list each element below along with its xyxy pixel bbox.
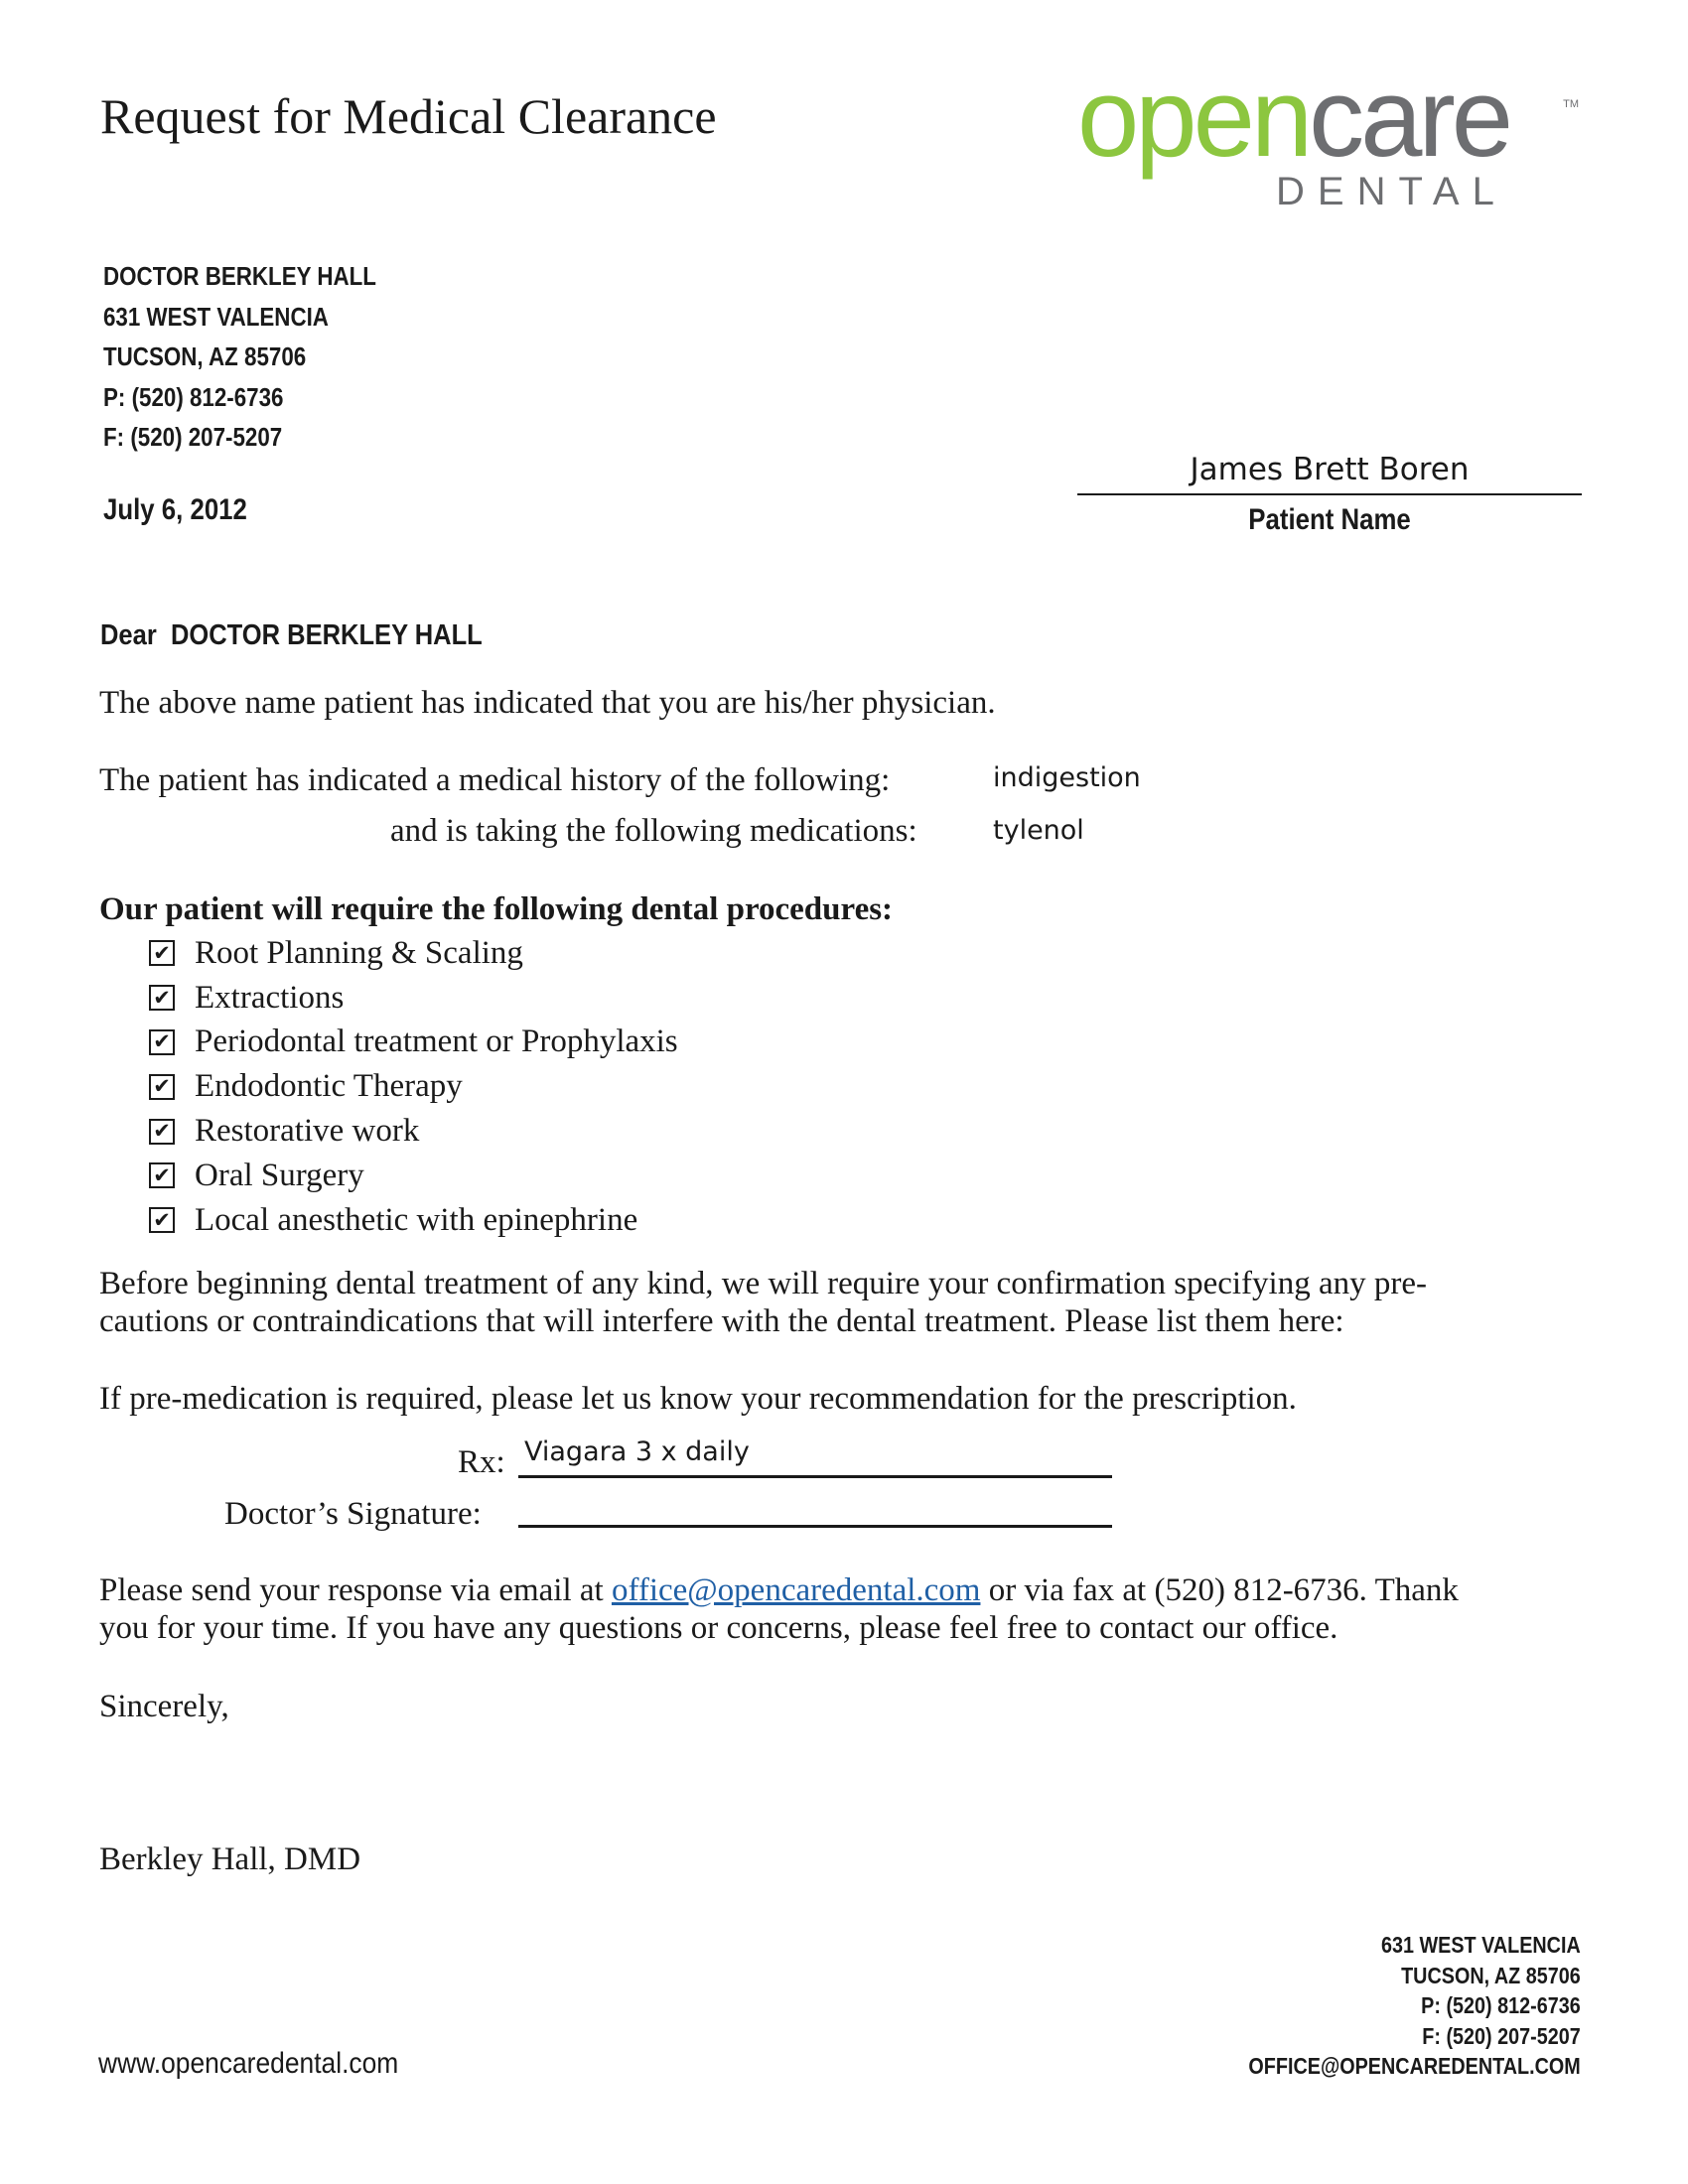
letter-date: July 6, 2012 <box>103 493 247 526</box>
doctor-signature-field[interactable] <box>524 1489 1110 1521</box>
procedure-item-oral-surgery <box>149 1154 678 1198</box>
procedures-heading: Our patient will require the following dental procedures: <box>99 891 894 927</box>
doctor-fax: F: (520) 207-5207 <box>103 422 283 452</box>
procedure-item-endodontic <box>149 1064 678 1109</box>
footer-city: TUCSON, AZ 85706 <box>1401 1962 1581 1988</box>
page-title: Request for Medical Clearance <box>100 88 717 144</box>
salutation-recipient: DOCTOR BERKLEY HALL <box>170 619 483 651</box>
medications-label: and is taking the following medications: <box>390 813 917 849</box>
footer-street: 631 WEST VALENCIA <box>1381 1932 1581 1958</box>
doctor-signature-underline <box>518 1525 1112 1528</box>
logo-word-open: open <box>1077 56 1310 180</box>
closing-sincerely: Sincerely, <box>99 1689 229 1724</box>
procedure-item-periodontal <box>149 1021 678 1065</box>
footer-address-block <box>1195 1930 1581 2082</box>
procedure-label: Endodontic Therapy <box>195 1068 463 1105</box>
doctor-name: DOCTOR BERKLEY HALL <box>103 261 376 291</box>
footer-email: OFFICE@OPENCAREDENTAL.COM <box>1248 2053 1581 2079</box>
response-line-1 <box>99 1571 1459 1609</box>
procedure-checkbox[interactable]: ✔ <box>149 1029 175 1055</box>
response-suffix: or via fax at (520) 812-6736. Thank <box>980 1572 1459 1608</box>
salutation <box>100 619 483 652</box>
procedure-item-local-anesthetic <box>149 1198 678 1243</box>
footer-fax: F: (520) 207-5207 <box>1422 2022 1581 2049</box>
procedure-label: Local anesthetic with epinephrine <box>195 1201 638 1238</box>
procedure-item-extractions <box>149 976 678 1021</box>
response-prefix: Please send your response via email at <box>99 1572 612 1608</box>
procedure-checkbox[interactable]: ✔ <box>149 1119 175 1145</box>
procedure-label: Periodontal treatment or Prophylaxis <box>195 1024 678 1060</box>
procedures-checklist <box>149 931 678 1243</box>
logo-trademark: TM <box>1563 98 1579 110</box>
office-email-link[interactable]: office@opencaredental.com <box>611 1572 981 1608</box>
doctor-street: 631 WEST VALENCIA <box>103 301 329 332</box>
logo-subtitle: DENTAL <box>1276 170 1507 213</box>
procedure-label: Extractions <box>195 979 345 1016</box>
patient-name-field[interactable]: James Brett Boren <box>1190 452 1470 487</box>
history-field[interactable]: indigestion <box>993 762 1141 793</box>
procedure-label: Restorative work <box>195 1113 420 1150</box>
doctor-address-block <box>103 256 421 458</box>
history-label: The patient has indicated a medical history of the following: <box>99 762 891 798</box>
medications-field[interactable]: tylenol <box>993 815 1084 846</box>
doctor-phone: P: (520) 812-6736 <box>103 381 284 412</box>
precautions-line-2: cautions or contraindications that will interfere with the dental treatment. Please list them here: <box>99 1303 1344 1339</box>
rx-field[interactable]: Viagara 3 x daily <box>524 1436 750 1467</box>
procedure-checkbox[interactable]: ✔ <box>149 940 175 966</box>
procedure-label: Oral Surgery <box>195 1157 364 1193</box>
procedure-checkbox[interactable]: ✔ <box>149 1162 175 1188</box>
footer-phone: P: (520) 812-6736 <box>1421 1992 1581 2018</box>
procedure-checkbox[interactable]: ✔ <box>149 1207 175 1233</box>
doctor-city: TUCSON, AZ 85706 <box>103 341 307 371</box>
procedure-label: Root Planning & Scaling <box>195 934 523 971</box>
response-line-2: you for your time. If you have any questions or concerns, please feel free to contact our office. <box>99 1610 1338 1646</box>
precautions-line-1: Before beginning dental treatment of any kind, we will require your confirmation specifying any pre- <box>99 1266 1427 1301</box>
doctor-signature-label: Doctor’s Signature: <box>224 1496 482 1532</box>
closing-signer: Berkley Hall, DMD <box>99 1842 361 1877</box>
intro-text: The above name patient has indicated that you are his/her physician. <box>99 685 996 721</box>
procedure-item-restorative <box>149 1109 678 1154</box>
salutation-dear: Dear <box>100 619 157 651</box>
patient-name-underline <box>1077 493 1582 495</box>
rx-label: Rx: <box>458 1444 505 1480</box>
procedure-item-root-planning <box>149 931 678 976</box>
footer-website[interactable]: www.opencaredental.com <box>98 2047 399 2080</box>
opencare-dental-logo <box>1077 56 1579 213</box>
rx-underline <box>518 1475 1112 1478</box>
logo-word-care: care <box>1309 56 1510 180</box>
premedication-text: If pre-medication is required, please let us know your recommendation for the prescription. <box>99 1381 1297 1417</box>
procedure-checkbox[interactable]: ✔ <box>149 1074 175 1100</box>
patient-name-label: Patient Name <box>1248 503 1411 536</box>
procedure-checkbox[interactable]: ✔ <box>149 985 175 1011</box>
